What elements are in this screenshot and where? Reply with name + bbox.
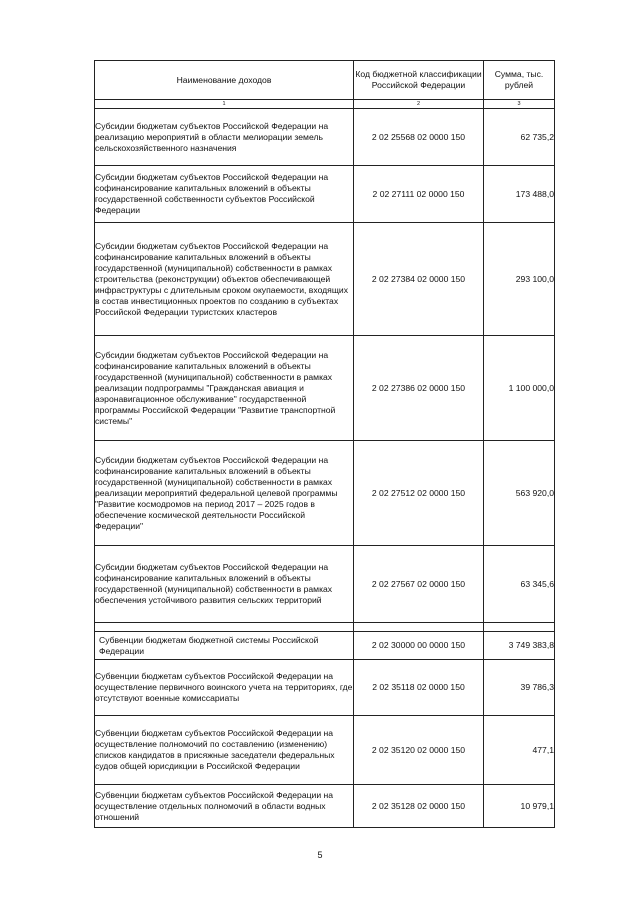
budget-code: 2 02 27384 02 0000 150 xyxy=(354,223,484,336)
group-revenue-name: Субвенции бюджетам бюджетной системы Российской Федерации xyxy=(95,632,354,660)
column-number-row xyxy=(95,100,555,109)
table-group-row xyxy=(95,632,555,660)
budget-code: 2 02 35118 02 0000 150 xyxy=(354,660,484,716)
column-number: 1 xyxy=(95,100,354,109)
empty-cell xyxy=(354,623,484,632)
amount: 293 100,0 xyxy=(484,223,555,336)
revenue-name: Субсидии бюджетам субъектов Российской Федерации на реализацию мероприятий в области мелиорации земель сельскохозяйственного назначения xyxy=(95,109,354,166)
budget-code: 2 02 25568 02 0000 150 xyxy=(354,109,484,166)
revenue-name: Субсидии бюджетам субъектов Российской Федерации на софинансирование капитальных вложений в объекты государственной (муниципальной) собственности в рамках строительства (реконструкции) объектов обеспечивающей инфраструктуры с длительным сроком окупаемости, входящих в состав инвестиционных проектов по созданию в субъектах Российской Федерации туристских кластеров xyxy=(95,223,354,336)
budget-code: 2 02 27386 02 0000 150 xyxy=(354,336,484,441)
spacer-row xyxy=(95,623,555,632)
revenue-name: Субсидии бюджетам субъектов Российской Федерации на софинансирование капитальных вложений в объекты государственной (муниципальной) собственности в рамках обеспечения устойчивого развития сельских территорий xyxy=(95,546,354,623)
table-row xyxy=(95,223,555,336)
group-budget-code: 2 02 30000 00 0000 150 xyxy=(354,632,484,660)
revenue-name: Субсидии бюджетам субъектов Российской Федерации на софинансирование капитальных вложений в объекты государственной собственности субъектов Российской Федерации xyxy=(95,166,354,223)
page-number: 5 xyxy=(317,850,323,860)
group-amount: 3 749 383,8 xyxy=(484,632,555,660)
table-row xyxy=(95,546,555,623)
table-row xyxy=(95,109,555,166)
budget-code: 2 02 35128 02 0000 150 xyxy=(354,785,484,828)
empty-cell xyxy=(95,623,354,632)
amount: 1 100 000,0 xyxy=(484,336,555,441)
revenue-name: Субвенции бюджетам субъектов Российской Федерации на осуществление первичного воинского учета на территориях, где отсутствуют военные комиссариаты xyxy=(95,660,354,716)
amount: 10 979,1 xyxy=(484,785,555,828)
budget-code: 2 02 27567 02 0000 150 xyxy=(354,546,484,623)
revenue-name: Субвенции бюджетам субъектов Российской Федерации на осуществление отдельных полномочий в области водных отношений xyxy=(95,785,354,828)
amount: 39 786,3 xyxy=(484,660,555,716)
amount: 173 488,0 xyxy=(484,166,555,223)
header-revenue-name: Наименование доходов xyxy=(95,61,354,100)
budget-code: 2 02 27512 02 0000 150 xyxy=(354,441,484,546)
column-number: 2 xyxy=(354,100,484,109)
table-row xyxy=(95,166,555,223)
table-row xyxy=(95,716,555,785)
header-amount: Сумма, тыс. рублей xyxy=(484,61,555,100)
empty-cell xyxy=(484,623,555,632)
revenue-name: Субсидии бюджетам субъектов Российской Федерации на софинансирование капитальных вложений в объекты государственной (муниципальной) собственности в рамках реализации мероприятий федеральной целевой программы "Развитие космодромов на период 2017 – 2025 годов в обеспечение космической деятельности Российской Федерации" xyxy=(95,441,354,546)
amount: 63 345,6 xyxy=(484,546,555,623)
amount: 62 735,2 xyxy=(484,109,555,166)
header-budget-code: Код бюджетной классификации Российской Федерации xyxy=(354,61,484,100)
budget-code: 2 02 35120 02 0000 150 xyxy=(354,716,484,785)
budget-code: 2 02 27111 02 0000 150 xyxy=(354,166,484,223)
revenue-name: Субсидии бюджетам субъектов Российской Федерации на софинансирование капитальных вложений в объекты государственной (муниципальной) собственности в рамках реализации подпрограммы "Гражданская авиация и аэронавигационное обслуживание" государственной программы Российской Федерации "Развитие транспортной системы" xyxy=(95,336,354,441)
table-row xyxy=(95,660,555,716)
revenue-name: Субвенции бюджетам субъектов Российской Федерации на осуществление полномочий по составлению (изменению) списков кандидатов в присяжные заседатели федеральных судов общей юрисдикции в Российской Федерации xyxy=(95,716,354,785)
table-header-row xyxy=(95,61,555,100)
amount: 563 920,0 xyxy=(484,441,555,546)
column-number: 3 xyxy=(484,100,555,109)
revenue-table xyxy=(94,60,555,828)
table-row xyxy=(95,336,555,441)
table-row xyxy=(95,785,555,828)
amount: 477,1 xyxy=(484,716,555,785)
table-row xyxy=(95,441,555,546)
